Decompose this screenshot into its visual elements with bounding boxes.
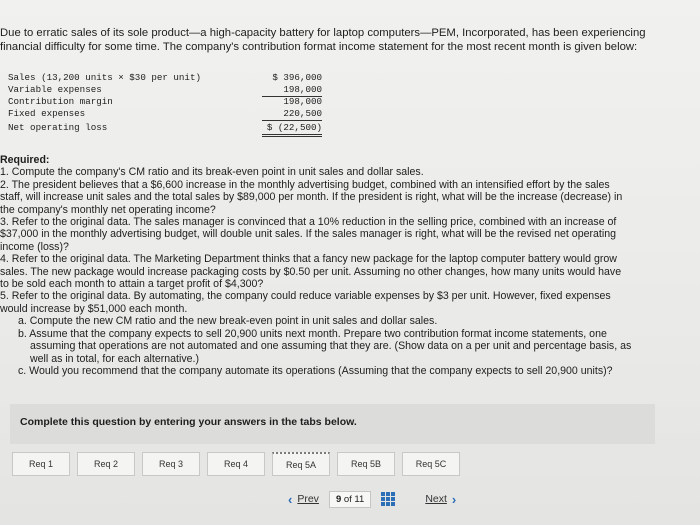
next-button[interactable] (425, 492, 456, 507)
tab-req-2[interactable]: Req 2 (77, 452, 135, 476)
requirement-line: to be sold each month to attain a target profit of $4,300? (0, 278, 264, 291)
intro-line-1: Due to erratic sales of its sole product—a high-capacity battery for laptop computers—PEM, Incorporated, has been experiencing (0, 27, 646, 39)
requirement-line: 5. Refer to the original data. By automating, the company could reduce variable expenses by $3 per unit. However, fixed expenses (0, 290, 611, 303)
sub-requirement-line: c. Would you recommend that the company automate its operations (Assuming that the company expects to sell 20,900 units)? (18, 364, 613, 377)
sub-requirement-line: b. Assume that the company expects to sell 20,900 units next month. Prepare two contribution format income statements, one (18, 327, 607, 340)
tab-req-5a[interactable]: Req 5A (272, 452, 330, 476)
requirement-line: would increase by $51,000 each month. (0, 302, 188, 315)
tab-req-5b[interactable]: Req 5B (337, 452, 395, 476)
requirement-line: the company's monthly net operating income? (0, 203, 216, 216)
requirement-line: 1. Compute the company's CM ratio and its break-even point in unit sales and dollar sales. (0, 166, 424, 179)
next-label: Next (425, 493, 447, 505)
chevron-right-icon: › (451, 491, 457, 507)
page-indicator (329, 491, 371, 508)
requirement-line: sales. The new package would increase packaging costs by $0.50 per unit. Assuming no other changes, how many units would have (0, 265, 622, 278)
requirements-section (0, 154, 695, 377)
requirement-line: $37,000 in the monthly advertising budget, will double unit sales. If the sales manager is right, what will be the revised net operating (0, 228, 616, 241)
statement-label: Contribution margin (8, 96, 113, 107)
statement-row-sales (8, 72, 328, 84)
sub-requirement-line: a. Compute the new CM ratio and the new break-even point in unit sales and dollar sales. (18, 315, 438, 328)
intro-paragraph (0, 26, 690, 54)
income-statement (8, 72, 328, 134)
requirement-tabs (12, 452, 652, 480)
current-page: 9 (335, 493, 342, 505)
statement-row-noi (8, 122, 328, 134)
grid-icon[interactable] (381, 492, 395, 506)
requirement-line: 3. Refer to the original data. The sales manager is convinced that a 10% reduction in the selling price, combined with an increase of (0, 216, 617, 229)
statement-row-cm (8, 96, 328, 108)
statement-amount: $ 396,000 (272, 72, 322, 83)
statement-amount: 198,000 (283, 96, 322, 107)
instructions-banner: Complete this question by entering your answers in the tabs below. (10, 404, 655, 444)
page-total: of 11 (343, 493, 365, 505)
required-heading: Required: (0, 154, 50, 166)
tab-req-1[interactable]: Req 1 (12, 452, 70, 476)
statement-amount: 198,000 (262, 84, 322, 97)
tab-req-5c[interactable]: Req 5C (402, 452, 460, 476)
statement-row-variable (8, 84, 328, 96)
tab-req-3[interactable]: Req 3 (142, 452, 200, 476)
statement-label: Net operating loss (8, 122, 108, 133)
chevron-left-icon: ‹ (288, 491, 293, 507)
statement-label: Variable expenses (8, 84, 102, 95)
statement-amount: $ (22,500) (262, 122, 322, 137)
statement-label: Fixed expenses (8, 108, 86, 119)
pagination (288, 488, 456, 510)
statement-amount: 220,500 (262, 108, 322, 121)
sub-requirement-line: well as in total, for each alternative.) (30, 352, 199, 365)
prev-label: Prev (297, 493, 319, 505)
sub-requirement-line: assuming that operations are not automated and one assuming that they are. (Show data on a per unit and percentage basis, as (30, 340, 632, 353)
requirement-line: staff, will increase unit sales and the total sales by $89,000 per month. If the president is right, what will be the increase (decrease) in (0, 191, 623, 204)
requirement-line: 2. The president believes that a $6,600 increase in the monthly advertising budget, combined with an intensified effort by the sales (0, 178, 610, 191)
tab-req-4[interactable]: Req 4 (207, 452, 265, 476)
statement-label: Sales (13,200 units × $30 per unit) (8, 72, 201, 83)
requirement-line: income (loss)? (0, 240, 69, 253)
prev-button[interactable] (288, 492, 319, 507)
statement-row-fixed (8, 108, 328, 120)
requirement-line: 4. Refer to the original data. The Marketing Department thinks that a fancy new package for the laptop computer battery would grow (0, 253, 617, 266)
intro-line-2: financial difficulty for some time. The company's contribution format income statement for the most recent month is given below: (0, 41, 638, 53)
